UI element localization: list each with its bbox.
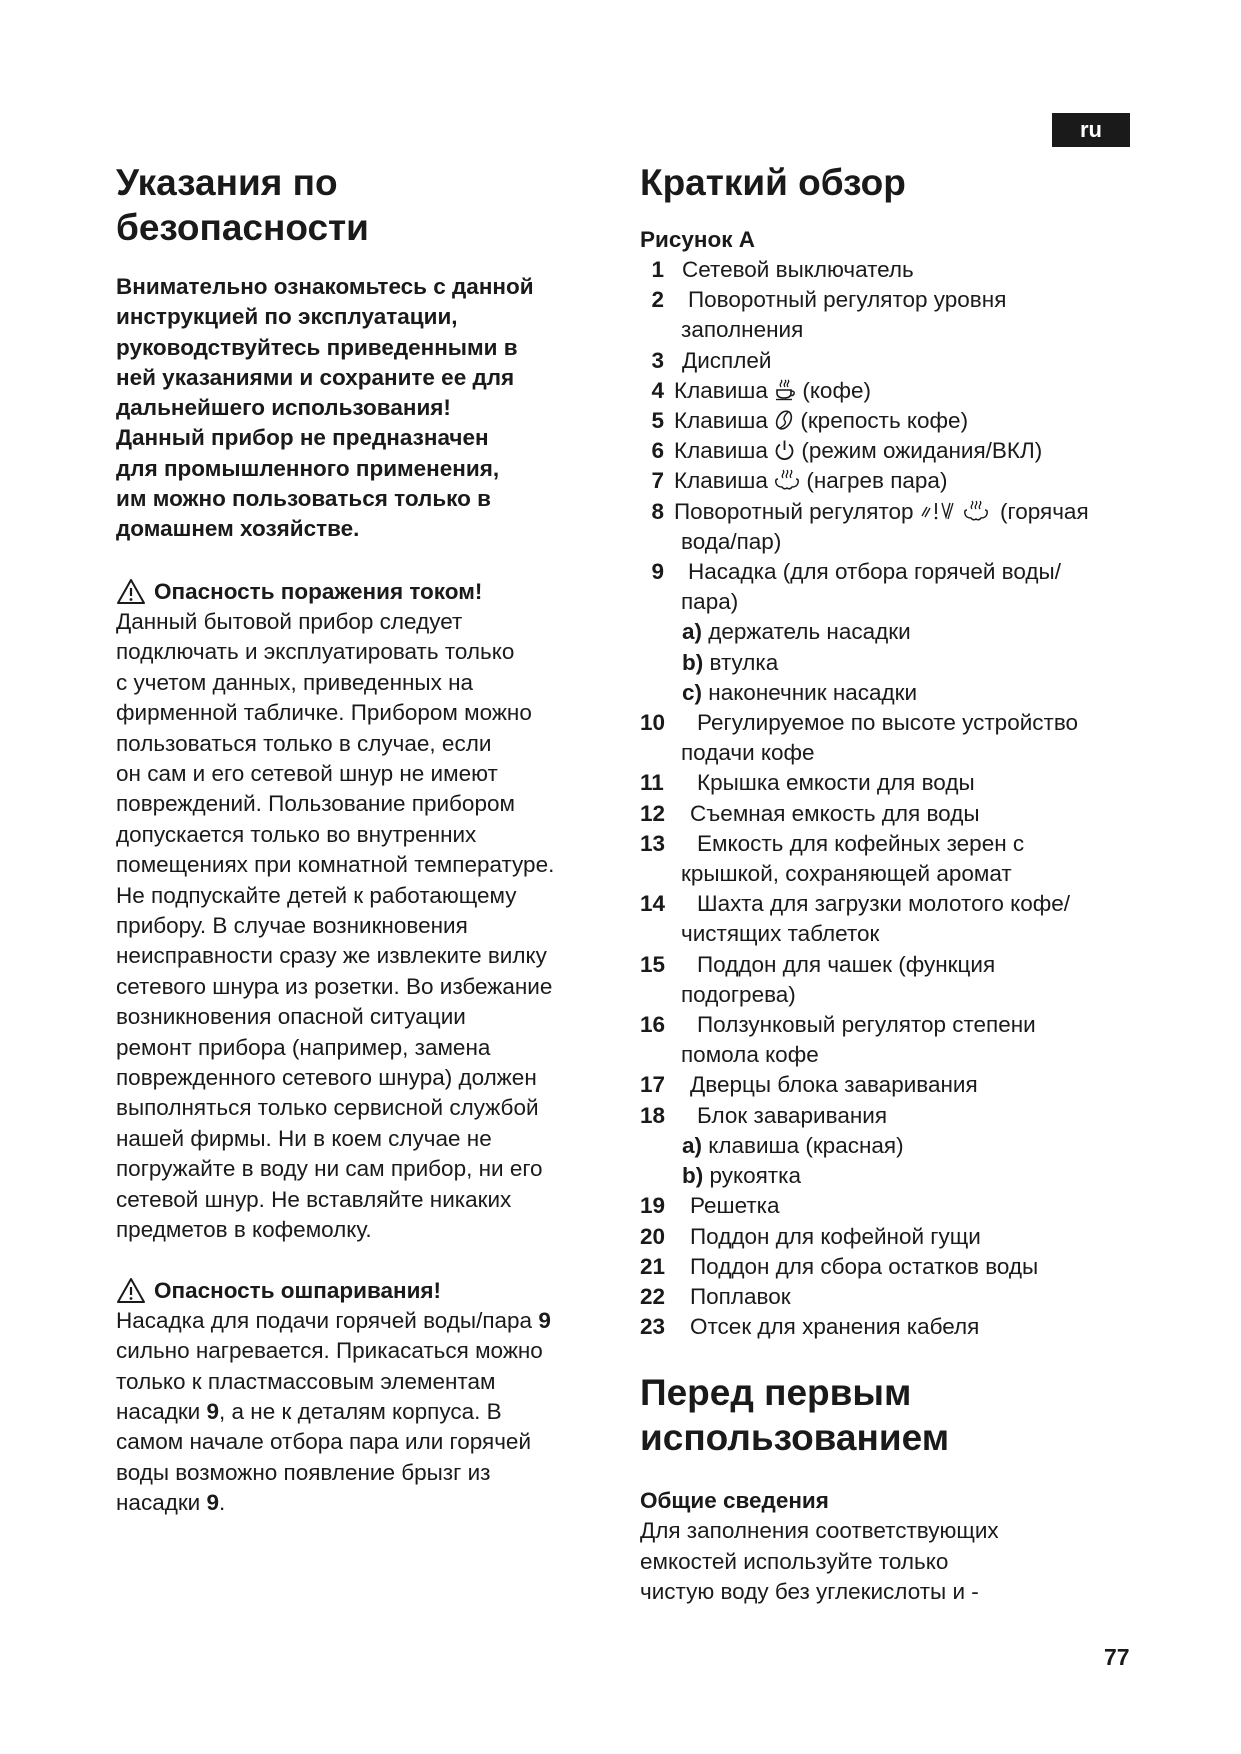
item-number: 5 bbox=[651, 408, 664, 434]
item-text-continuation: помола кофе bbox=[681, 1042, 819, 1068]
item-number: 18 bbox=[640, 1102, 666, 1128]
list-item bbox=[640, 285, 1160, 345]
item-number: 2 bbox=[651, 287, 664, 313]
item-number: 3 bbox=[651, 347, 664, 373]
safety-lead-text bbox=[116, 272, 616, 545]
text-line: емкостей используйте только bbox=[640, 1548, 949, 1574]
sub-item-letter: a) bbox=[682, 1132, 703, 1158]
text-line: ремонт прибора (например, замена bbox=[116, 1034, 491, 1060]
item-text: (крепость кофе) bbox=[794, 408, 969, 434]
text-line: воды возможно появление брызг из bbox=[116, 1459, 491, 1485]
item-text: Отсек для хранения кабеля bbox=[690, 1314, 980, 1340]
item-text: (нагрев пара) bbox=[800, 468, 948, 494]
overview-title: Краткий обзор bbox=[640, 162, 906, 203]
item-text: Поддон для сбора остатков воды bbox=[690, 1253, 1039, 1279]
page-number: 77 bbox=[1104, 1644, 1130, 1670]
lead-line: инструкцией по эксплуатации, bbox=[116, 304, 458, 330]
item-text: Насадка (для отбора горячей воды/ bbox=[688, 559, 1061, 585]
sub-item bbox=[640, 1161, 1160, 1191]
text-line: погружайте в воду ни сам прибор, ни его bbox=[116, 1156, 543, 1182]
item-text: Крышка емкости для воды bbox=[697, 770, 975, 796]
text-line: неисправности сразу же извлеките вилку bbox=[116, 943, 547, 969]
lead-line: для промышленного применения, bbox=[116, 455, 500, 481]
item-text-continuation: подачи кофе bbox=[681, 740, 815, 766]
list-item bbox=[640, 497, 1160, 557]
text-fragment: Насадка для подачи горячей воды/пара bbox=[116, 1307, 539, 1333]
warning-title-text: Опасность ошпаривания! bbox=[154, 1277, 442, 1303]
warning-triangle-icon bbox=[116, 1277, 146, 1304]
text-line: поврежденного сетевого шнура) должен bbox=[116, 1065, 537, 1091]
text-line: сетевой шнур. Не вставляйте никаких bbox=[116, 1186, 512, 1212]
list-item bbox=[640, 1282, 1160, 1312]
text-line: Данный бытовой прибор следует bbox=[116, 608, 463, 634]
sub-item-text: рукоятка bbox=[703, 1163, 801, 1189]
lead-line: им можно пользоваться только в bbox=[116, 486, 491, 512]
general-info-text bbox=[640, 1516, 1160, 1607]
item-text: Емкость для кофейных зерен с bbox=[697, 830, 1025, 856]
sub-item-text: держатель насадки bbox=[702, 619, 911, 645]
lead-line: домашнем хозяйстве. bbox=[116, 516, 360, 542]
item-number: 1 bbox=[651, 257, 664, 282]
language-tag: ru bbox=[1052, 113, 1130, 147]
text-line bbox=[116, 1397, 616, 1427]
safety-title bbox=[116, 160, 616, 250]
item-text-continuation: пара) bbox=[681, 589, 739, 615]
sub-item-letter: a) bbox=[682, 619, 703, 645]
coffee-bean-icon bbox=[774, 409, 794, 431]
item-text: (кофе) bbox=[796, 377, 871, 403]
safety-title-line1: Указания по bbox=[116, 162, 338, 203]
item-text: Клавиша bbox=[674, 408, 775, 434]
text-line: подключать и эксплуатировать только bbox=[116, 639, 515, 665]
electric-shock-warning-text bbox=[116, 607, 616, 1246]
list-item bbox=[640, 799, 1160, 829]
item-text: Клавиша bbox=[674, 468, 775, 494]
text-line: повреждений. Пользование прибором bbox=[116, 791, 515, 817]
item-text-continuation: вода/пар) bbox=[681, 528, 782, 554]
text-line: пользоваться только в случае, если bbox=[116, 730, 492, 756]
first-use-title bbox=[640, 1370, 1160, 1460]
text-line: только к пластмассовым элементам bbox=[116, 1368, 496, 1394]
item-text: Регулируемое по высоте устройство bbox=[697, 710, 1079, 736]
item-text: Поддон для чашек (функция bbox=[697, 951, 996, 977]
part-ref: 9 bbox=[206, 1490, 220, 1516]
power-icon bbox=[774, 439, 795, 461]
list-item bbox=[640, 1070, 1160, 1100]
text-line: сильно нагревается. Прикасаться можно bbox=[116, 1338, 543, 1364]
text-line: помещениях при комнатной температуре. bbox=[116, 852, 555, 878]
text-fragment: . bbox=[219, 1490, 226, 1516]
warning-title-text: Опасность поражения током! bbox=[154, 578, 483, 604]
first-use-title-line1: Перед первым bbox=[640, 1372, 912, 1414]
item-text: (режим ожидания/ВКЛ) bbox=[795, 438, 1043, 464]
sub-item-letter: b) bbox=[682, 649, 704, 675]
item-text: Клавиша bbox=[674, 438, 775, 464]
text-line: предметов в кофемолку. bbox=[116, 1217, 372, 1243]
figure-title: Рисунок A bbox=[640, 227, 755, 252]
list-item bbox=[640, 829, 1160, 889]
item-text-continuation: крышкой, сохраняющей аромат bbox=[681, 861, 1012, 887]
text-fragment: насадки bbox=[116, 1490, 207, 1516]
text-line: возникновения опасной ситуации bbox=[116, 1004, 466, 1030]
first-use-title-line2: использованием bbox=[640, 1417, 950, 1459]
text-line: самом начале отбора пара или горячей bbox=[116, 1429, 532, 1455]
text-line: с учетом данных, приведенных на bbox=[116, 669, 474, 695]
list-item bbox=[640, 346, 1160, 376]
item-number: 12 bbox=[640, 800, 666, 826]
item-number: 14 bbox=[640, 891, 666, 917]
item-number: 22 bbox=[640, 1283, 666, 1309]
sub-item bbox=[640, 648, 1160, 678]
safety-column bbox=[116, 160, 616, 1519]
lead-line: руководствуйтесь приведенными в bbox=[116, 334, 518, 360]
item-number: 6 bbox=[651, 438, 664, 464]
item-text: Шахта для загрузки молотого кофе/ bbox=[697, 891, 1070, 917]
sub-item bbox=[640, 678, 1160, 708]
list-item bbox=[640, 466, 1160, 496]
item-text: Поддон для кофейной гущи bbox=[690, 1223, 981, 1249]
safety-title-line2: безопасности bbox=[116, 207, 369, 248]
item-text: (горячая bbox=[993, 498, 1089, 524]
item-number: 19 bbox=[640, 1193, 666, 1219]
hot-water-steam-selector-icon bbox=[920, 500, 994, 522]
scalding-warning-text bbox=[116, 1306, 616, 1519]
list-item bbox=[640, 708, 1160, 768]
sub-item-text: наконечник насадки bbox=[702, 679, 918, 705]
item-number: 10 bbox=[640, 710, 666, 736]
item-number: 15 bbox=[640, 951, 666, 977]
item-number: 13 bbox=[640, 830, 666, 856]
item-text: Поворотный регулятор уровня bbox=[688, 287, 1007, 313]
item-text: Ползунковый регулятор степени bbox=[697, 1012, 1036, 1038]
scalding-warning-title bbox=[116, 1276, 616, 1306]
text-line bbox=[116, 1306, 616, 1336]
text-line: он сам и его сетевой шнур не имеют bbox=[116, 761, 498, 786]
sub-item bbox=[640, 1131, 1160, 1161]
sub-item-text: втулка bbox=[703, 649, 779, 675]
electric-shock-warning-title bbox=[116, 577, 616, 607]
list-item bbox=[640, 889, 1160, 949]
parts-list bbox=[640, 255, 1160, 1342]
text-line: Не подпускайте детей к работающему bbox=[116, 882, 517, 908]
sub-item bbox=[640, 617, 1160, 647]
item-number: 7 bbox=[651, 468, 664, 494]
item-text: Поплавок bbox=[690, 1283, 791, 1309]
text-fragment: насадки bbox=[116, 1399, 207, 1425]
sub-item-text: клавиша (красная) bbox=[702, 1132, 904, 1158]
item-text: Поворотный регулятор bbox=[674, 498, 920, 524]
item-text: Дверцы блока заваривания bbox=[690, 1072, 978, 1098]
sub-item-letter: c) bbox=[682, 679, 703, 705]
item-number: 16 bbox=[640, 1012, 666, 1038]
text-line: допускается только во внутренних bbox=[116, 821, 477, 847]
list-item bbox=[640, 1252, 1160, 1282]
item-number: 17 bbox=[640, 1072, 666, 1098]
text-line: нашей фирмы. Ни в коем случае не bbox=[116, 1125, 492, 1151]
text-line bbox=[116, 1488, 616, 1518]
sub-item-letter: b) bbox=[682, 1163, 704, 1189]
lead-line: Внимательно ознакомьтесь с данной bbox=[116, 274, 534, 299]
item-text: Клавиша bbox=[674, 377, 775, 403]
item-text: Сетевой выключатель bbox=[682, 257, 914, 282]
list-item bbox=[640, 376, 1160, 406]
list-item bbox=[640, 1010, 1160, 1070]
item-number: 21 bbox=[640, 1253, 666, 1279]
lead-line: дальнейшего использования! bbox=[116, 395, 451, 421]
list-item bbox=[640, 406, 1160, 436]
list-item bbox=[640, 1312, 1160, 1342]
item-number: 4 bbox=[651, 377, 664, 403]
item-number: 23 bbox=[640, 1314, 666, 1340]
part-ref: 9 bbox=[538, 1307, 551, 1333]
item-text: Дисплей bbox=[682, 347, 772, 373]
item-text: Решетка bbox=[690, 1193, 780, 1219]
coffee-cup-icon bbox=[774, 379, 796, 401]
item-text: Блок заваривания bbox=[697, 1102, 888, 1128]
list-item bbox=[640, 255, 1160, 285]
text-line: сетевого шнура из розетки. Во избежание bbox=[116, 973, 553, 999]
steam-icon bbox=[774, 469, 800, 491]
text-line: выполняться только сервисной службой bbox=[116, 1095, 539, 1121]
text-line: фирменной табличке. Прибором можно bbox=[116, 700, 532, 726]
text-line: чистую воду без углекислоты и - bbox=[640, 1579, 979, 1605]
text-fragment: , а не к деталям корпуса. В bbox=[219, 1399, 502, 1425]
list-item bbox=[640, 1101, 1160, 1131]
overview-column bbox=[640, 160, 1160, 1608]
item-text: Съемная емкость для воды bbox=[690, 800, 980, 826]
warning-triangle-icon bbox=[116, 578, 146, 605]
item-number: 8 bbox=[651, 498, 664, 524]
list-item bbox=[640, 768, 1160, 798]
list-item bbox=[640, 1191, 1160, 1221]
part-ref: 9 bbox=[206, 1399, 220, 1425]
item-text-continuation: заполнения bbox=[681, 317, 804, 343]
list-item bbox=[640, 557, 1160, 617]
general-info-title: Общие сведения bbox=[640, 1488, 829, 1514]
list-item bbox=[640, 950, 1160, 1010]
lead-line: Данный прибор не предназначен bbox=[116, 425, 489, 451]
lead-line: ней указаниями и сохраните ее для bbox=[116, 364, 515, 390]
item-number: 20 bbox=[640, 1223, 666, 1249]
item-text-continuation: подогрева) bbox=[681, 981, 796, 1007]
text-line: Для заполнения соответствующих bbox=[640, 1518, 999, 1544]
item-number: 9 bbox=[651, 559, 664, 585]
item-number: 11 bbox=[640, 770, 664, 796]
item-text-continuation: чистящих таблеток bbox=[681, 921, 880, 947]
list-item bbox=[640, 1222, 1160, 1252]
list-item bbox=[640, 436, 1160, 466]
text-line: прибору. В случае возникновения bbox=[116, 913, 468, 939]
